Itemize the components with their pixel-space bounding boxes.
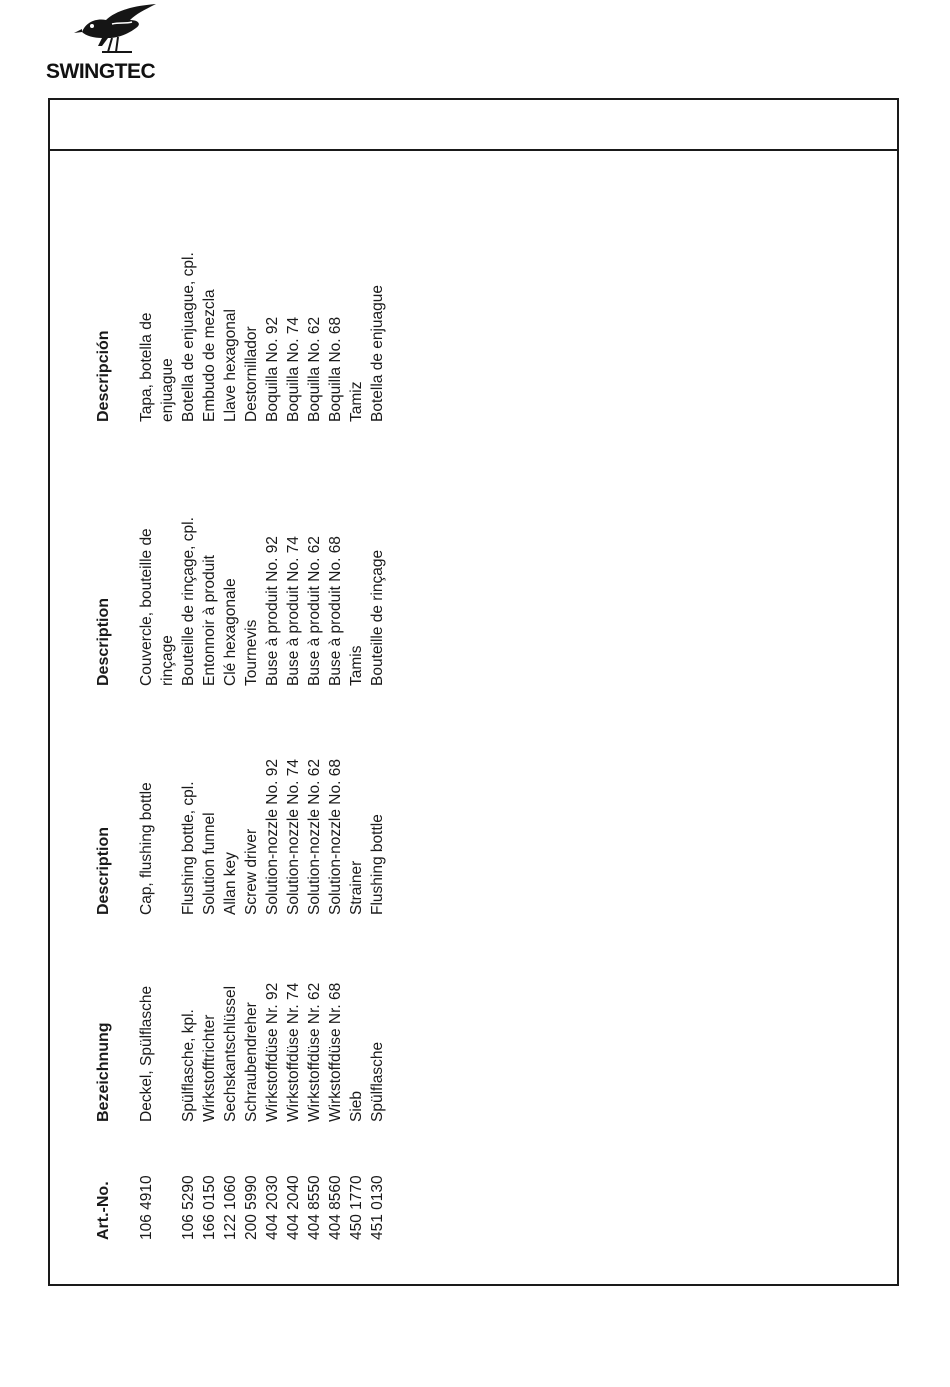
art-no: 404 8560 <box>327 1175 344 1240</box>
bezeichnung: Schraubendreher <box>243 1002 260 1122</box>
description-en: Strainer <box>348 860 365 915</box>
description-fr: Tournevis <box>243 619 260 686</box>
description-en: Flushing bottle <box>369 814 386 915</box>
description-en: Cap, flushing bottle <box>138 782 155 915</box>
header-art-no: Art.-No. <box>95 1181 112 1240</box>
art-no: 450 1770 <box>348 1175 365 1240</box>
description-es: Tapa, botella de <box>138 312 155 422</box>
description-es: Llave hexagonal <box>222 309 239 422</box>
bezeichnung: Wirkstofftrichter <box>201 1014 218 1122</box>
description-en: Solution funnel <box>201 812 218 915</box>
art-no: 166 0150 <box>201 1175 218 1240</box>
description-fr-cont: rinçage <box>159 635 176 686</box>
bezeichnung: Wirkstoffdüse Nr. 68 <box>327 982 344 1122</box>
description-fr: Tamis <box>348 645 365 686</box>
header-bezeichnung: Bezeichnung <box>95 1022 112 1122</box>
header-description-fr: Description <box>95 597 112 686</box>
description-en: Allan key <box>222 852 239 915</box>
description-en: Solution-nozzle No. 62 <box>306 759 323 915</box>
art-no: 451 0130 <box>369 1175 386 1240</box>
bezeichnung: Wirkstoffdüse Nr. 74 <box>285 982 302 1122</box>
art-no: 200 5990 <box>243 1175 260 1240</box>
description-fr: Bouteille de rinçage, cpl. <box>180 517 197 686</box>
art-no: 404 2030 <box>264 1175 281 1240</box>
bezeichnung: Wirkstoffdüse Nr. 92 <box>264 982 281 1122</box>
description-fr: Bouteille de rinçage <box>369 549 386 686</box>
description-en: Flushing bottle, cpl. <box>180 781 197 915</box>
description-fr: Buse à produit No. 62 <box>306 536 323 686</box>
description-es: Destornillador <box>243 326 260 422</box>
description-es: Tamiz <box>348 381 365 422</box>
header-description-en: Description <box>95 826 112 915</box>
parts-table <box>94 140 444 1240</box>
description-fr: Entonnoir à produit <box>201 555 218 686</box>
brand-logo <box>46 2 166 86</box>
bezeichnung: Spülflasche, kpl. <box>180 1009 197 1122</box>
bird-icon <box>72 2 162 62</box>
description-en: Solution-nozzle No. 92 <box>264 759 281 915</box>
art-no: 404 8550 <box>306 1175 323 1240</box>
description-fr: Couvercle, bouteille de <box>138 528 155 686</box>
bezeichnung: Wirkstoffdüse Nr. 62 <box>306 982 323 1122</box>
art-no: 122 1060 <box>222 1175 239 1240</box>
art-no: 404 2040 <box>285 1175 302 1240</box>
bezeichnung: Sechskantschlüssel <box>222 985 239 1122</box>
description-es: Embudo de mezcla <box>201 289 218 422</box>
description-es: Boquilla No. 74 <box>285 316 302 422</box>
header-descripcion-es: Descripción <box>95 330 112 422</box>
description-es: Botella de enjuague <box>369 284 386 422</box>
description-es-cont: enjuague <box>159 358 176 422</box>
description-en: Solution-nozzle No. 74 <box>285 759 302 915</box>
bezeichnung: Deckel, Spülflasche <box>138 985 155 1122</box>
description-es: Boquilla No. 92 <box>264 316 281 422</box>
bezeichnung: Sieb <box>348 1090 365 1122</box>
description-fr: Buse à produit No. 74 <box>285 536 302 686</box>
description-fr: Clé hexagonale <box>222 578 239 686</box>
description-es: Boquilla No. 62 <box>306 316 323 422</box>
description-es: Boquilla No. 68 <box>327 316 344 422</box>
description-es: Botella de enjuague, cpl. <box>180 252 197 422</box>
art-no: 106 4910 <box>138 1175 155 1240</box>
description-en: Solution-nozzle No. 68 <box>327 759 344 915</box>
bezeichnung: Spülflasche <box>369 1041 386 1122</box>
art-no: 106 5290 <box>180 1175 197 1240</box>
brand-name: SWINGTEC <box>46 60 156 83</box>
description-en: Screw driver <box>243 828 260 915</box>
description-fr: Buse à produit No. 68 <box>327 536 344 686</box>
description-fr: Buse à produit No. 92 <box>264 536 281 686</box>
